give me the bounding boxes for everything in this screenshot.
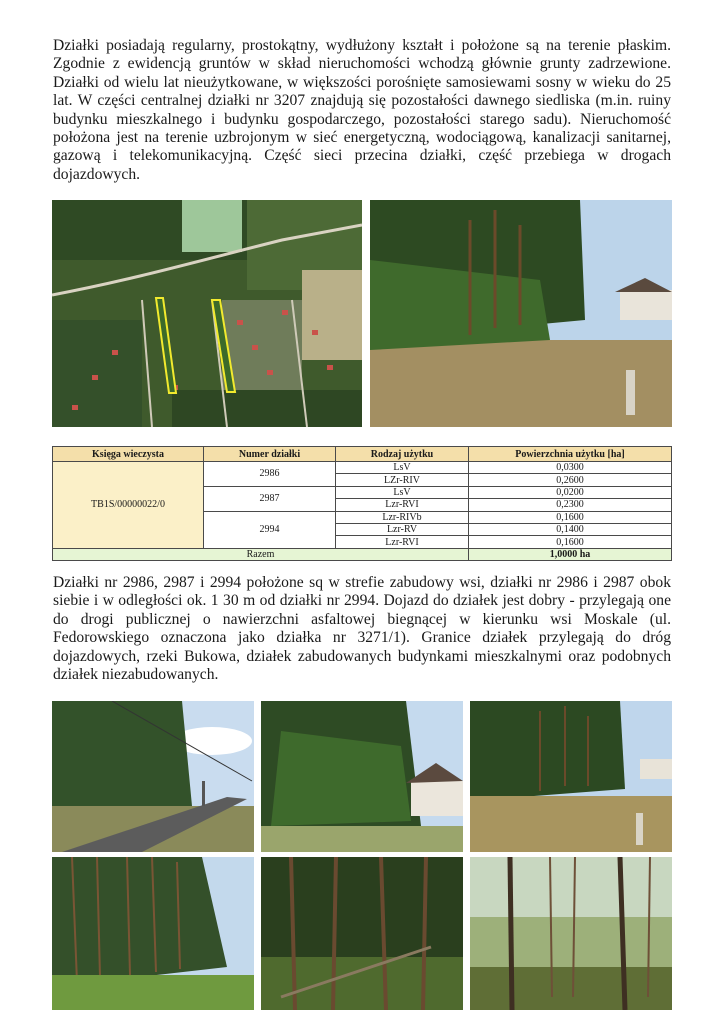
site-photo-house [261, 701, 463, 852]
description-paragraph-2: Działki nr 2986, 2987 i 2994 położone sq w strefie zabudowy wsi, działki nr 2986 i 2987 obok siebie i w odległości ok. 1 30 m od działki nr 2994. Dojazd do działek jest dobry - przylegają one do drogi publicznej o nawierzchni asfaltowej biegnącej w kierunku wsi Moskale (ul. Fedorowskiego oznaczona jako działka nr 3271/1). Granice działek przylegają do dróg dojazdowych, rzeki Bukowa, działek zabudowanych budynkami mieszkalnymi oraz podobnych działek niezabudowanych. [53, 574, 671, 684]
description-paragraph-1: Działki posiadają regularny, prostokątny, wydłużony kształt i położone są na terenie płaskim. Zgodnie z ewidencją gruntów w skład nieruchomości wchodzą głównie grunty zadrzewione. Działki od wielu lat nieużytkowane, w większości porośnięte samosiewami sosny w wieku do 25 lat. W części centralnej działki nr 3207 znajdują się pozostałości dawnego siedliska (m.in. ruiny budynku mieszkalnego i budynku gospodarczego, pozostałości starego sadu). Nieruchomość położona jest na terenie uzbrojonym w sieć energetyczną, wodociągową, kanalizacji sanitarnej, gazową i telekomunikacyjną. Część sieci przecina działki, część przebiega w drogach dojazdowych. [53, 37, 671, 183]
use-type: Lzr-RV [336, 523, 469, 535]
use-type: Lzr-RIVb [336, 511, 469, 523]
kw-number: TB1S/00000022/0 [53, 462, 204, 549]
table-header-row [53, 447, 672, 462]
site-photo-trunks [470, 857, 672, 1010]
site-photo-road [52, 701, 254, 852]
use-type: LsV [336, 486, 469, 498]
use-area: 0,0200 [469, 486, 672, 498]
parcel-number: 2994 [204, 511, 336, 548]
header-use: Rodzaj użytku [336, 447, 469, 462]
header-area: Powierzchnia użytku [ha] [469, 447, 672, 462]
site-photo-1 [370, 200, 672, 427]
use-area: 0,0300 [469, 462, 672, 474]
use-type: Lzr-RVI [336, 536, 469, 548]
aerial-photo [52, 200, 362, 427]
use-area: 0,2600 [469, 474, 672, 486]
use-type: Lzr-RVI [336, 499, 469, 511]
use-area: 0,2300 [469, 499, 672, 511]
table-row [53, 462, 672, 474]
header-kw: Księga wieczysta [53, 447, 204, 462]
use-area: 0,1400 [469, 523, 672, 535]
header-parcel: Numer działki [204, 447, 336, 462]
site-photo-forest-interior [261, 857, 463, 1010]
use-type: LsV [336, 462, 469, 474]
parcel-number: 2986 [204, 462, 336, 487]
site-photo-pines [52, 857, 254, 1010]
parcel-number: 2987 [204, 486, 336, 511]
site-photo-field [470, 701, 672, 852]
total-value: 1,0000 ha [469, 548, 672, 560]
table-total-row [53, 548, 672, 560]
land-register-table [52, 446, 672, 561]
use-area: 0,1600 [469, 536, 672, 548]
use-type: LZr-RIV [336, 474, 469, 486]
total-label: Razem [53, 548, 469, 560]
use-area: 0,1600 [469, 511, 672, 523]
